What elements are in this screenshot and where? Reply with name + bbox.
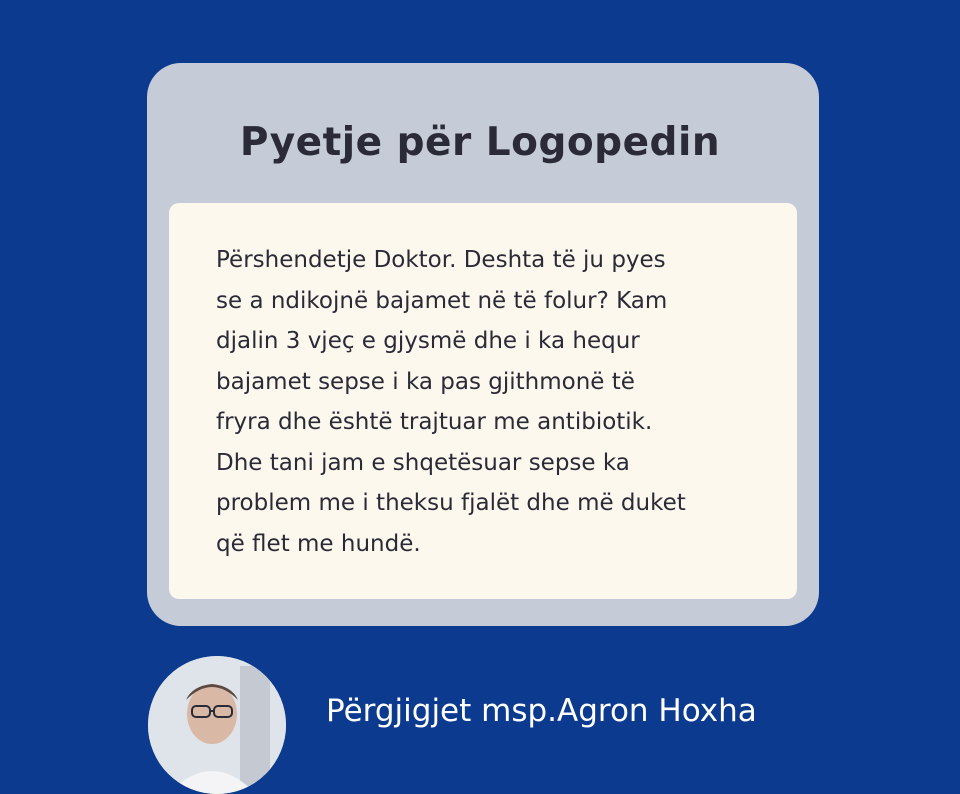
person-photo-icon xyxy=(148,656,286,794)
answer-label: Përgjigjet msp.Agron Hoxha xyxy=(326,693,757,729)
card-title: Pyetje për Logopedin xyxy=(239,120,721,165)
seal-logo xyxy=(380,0,580,30)
avatar xyxy=(148,656,286,794)
question-text: Përshendetje Doktor. Deshta të ju pyes se a ndikojnë bajamet në të folur? Kam djalin 3 vjeç e gjysmë dhe i ka hequr bajamet sepse i ka pas gjithmonë të fryra dhe është trajtuar me antibiotik. Dhe tani jam e shqetësuar sepse ka problem me i theksu fjalët dhe më duket që flet me hundë. xyxy=(216,247,686,557)
